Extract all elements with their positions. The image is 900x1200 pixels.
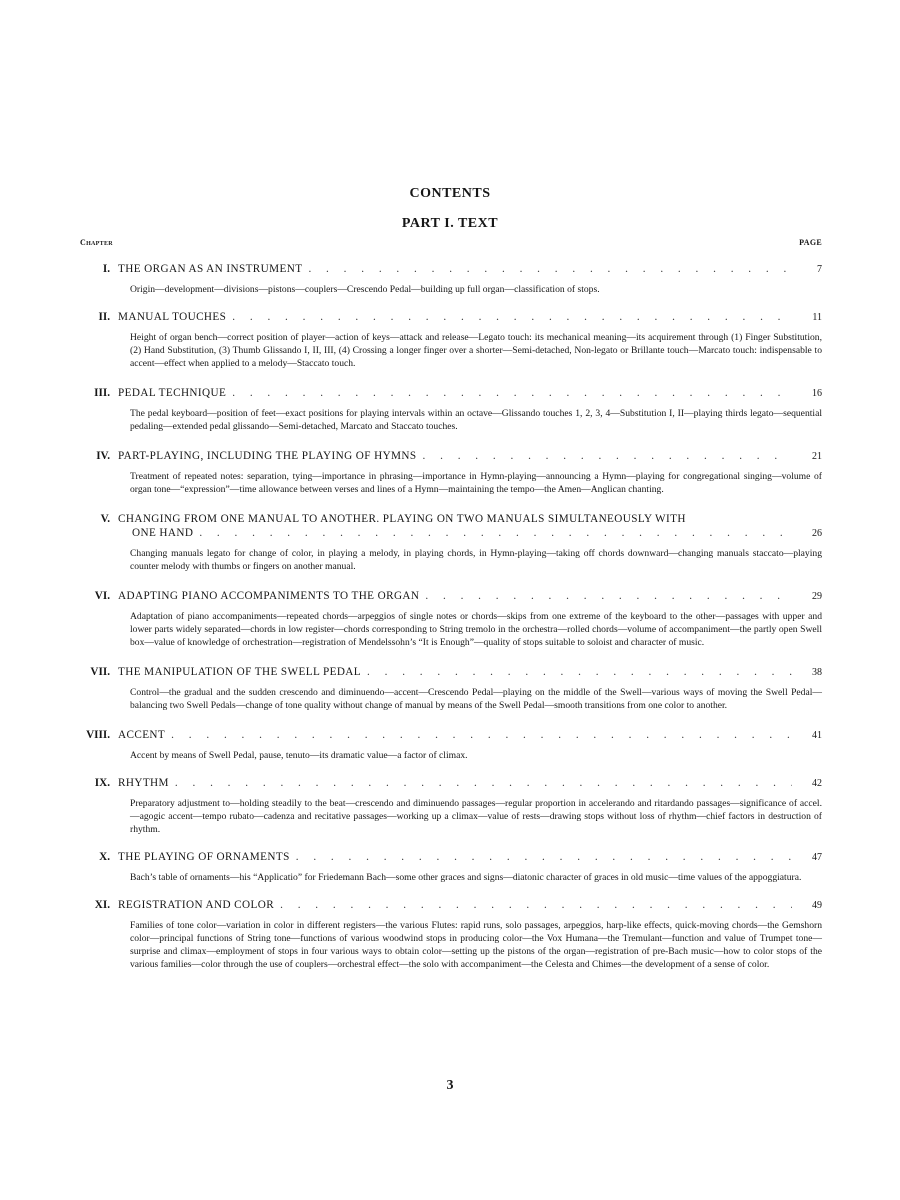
chapter-title: MANUAL TOUCHES	[118, 311, 227, 323]
chapter-number: VII.	[90, 666, 110, 678]
toc-entry-heading	[80, 728, 822, 743]
chapter-title: CHANGING FROM ONE MANUAL TO ANOTHER. PLAYING ON TWO MANUALS SIMULTANEOUSLY WITH	[118, 513, 686, 525]
chapter-summary: Changing manuals legato for change of color, in playing a melody, in playing chords, in Hymn-playing—taking off chords downward—changing manuals staccato—playing counter melody with thumbs or fingers on another manual.	[130, 548, 822, 572]
toc-entry	[80, 728, 822, 762]
dot-leader	[367, 665, 792, 679]
toc-entry	[80, 512, 822, 573]
chapter-summary: Families of tone color—variation in color in different registers—the various Flutes: rapid runs, solo passages, arpeggios, harp-like effects, quick-moving chords—the Gemshorn color—principal functions of String tone—functions of various woodwind stops in producing color—the Vox Humana—the Tremulant—function and value of Trumpet tone—surprise and climax—employment of stops in four various ways to obtain color—setting up the pistons of the organ—registration of pre-Bach music—how to color stops of the various families—color through the use of couplers—orchestral effect—the solo with accompaniment—the Celesta and Chimes—the development of a sense of color.	[130, 920, 822, 970]
chapter-number: V.	[100, 513, 110, 525]
dot-leader	[296, 850, 792, 864]
toc-entry	[80, 898, 822, 971]
chapter-column-header: Chapter	[80, 238, 113, 247]
chapter-summary: Origin—development—divisions—pistons—couplers—Crescendo Pedal—building up full organ—classification of stops.	[130, 284, 600, 295]
toc-entry	[80, 589, 822, 649]
toc-entry	[80, 776, 822, 836]
dot-leader	[175, 776, 792, 790]
toc-entry-heading	[80, 850, 822, 865]
dot-leader	[423, 449, 792, 463]
chapter-number: II.	[98, 311, 110, 323]
chapter-number: IX.	[94, 777, 110, 789]
chapter-summary: Control—the gradual and the sudden crescendo and diminuendo—accent—Crescendo Pedal—playing on the middle of the Swell—various ways of moving the Swell Pedal—balancing two Swell Pedals—change of tone quality without change of manual by means of the Swell Pedal—smooth transitions from one color to another.	[130, 687, 822, 711]
chapter-number: XI.	[94, 899, 110, 911]
page-number: 3	[446, 1078, 454, 1093]
chapter-summary: Adaptation of piano accompaniments—repeated chords—arpeggios of single notes or chords—skips from one extreme of the keyboard to the other—passages with upper and lower parts widely separated—chords in low register—chords corresponding to String tremolo in the orchestra—rolled chords—volume of accompaniment—the partly open Swell box—value of knowledge of orchestration—registration of Mendelssohn’s “It is Enough”—quality of stops suitable to soloist and character of music.	[130, 611, 822, 648]
chapter-title: ADAPTING PIANO ACCOMPANIMENTS TO THE ORGAN	[118, 590, 420, 602]
dot-leader	[280, 898, 792, 912]
chapter-title: THE PLAYING OF ORNAMENTS	[118, 851, 290, 863]
chapter-page-number: 26	[812, 528, 822, 539]
chapter-summary: Height of organ bench—correct position of player—action of keys—attack and release—Legato touch: its mechanical meaning—its acquirement through (1) Finger Substitution, (2) Hand Substitution, (3) Thumb Glissando I, II, III, (4) Crossing a longer finger over a shorter—Semi-detached, Non-legato or Brillante touch—Marcato touch: indispensable to accent—effect when applied to a melody—Staccato touch.	[130, 332, 822, 369]
chapter-title: ACCENT	[118, 729, 166, 741]
toc-entry-heading	[80, 665, 822, 680]
chapter-page-number: 49	[812, 900, 822, 911]
chapter-title: PART-PLAYING, INCLUDING THE PLAYING OF HYMNS	[118, 450, 417, 462]
toc-entry-heading	[80, 310, 822, 325]
chapter-page-number: 7	[817, 264, 822, 275]
chapter-number: IV.	[96, 450, 110, 462]
toc-entry-heading	[80, 898, 822, 913]
toc-entry-heading	[80, 776, 822, 791]
chapter-page-number: 42	[812, 778, 822, 789]
chapter-number: X.	[99, 851, 110, 863]
page-column-header: PAGE	[799, 238, 822, 247]
dot-leader	[232, 310, 792, 324]
chapter-summary: Accent by means of Swell Pedal, pause, tenuto—its dramatic value—a factor of climax.	[130, 750, 468, 761]
chapter-page-number: 47	[812, 852, 822, 863]
table-of-contents	[80, 262, 822, 971]
dot-leader	[199, 526, 792, 540]
chapter-title: THE ORGAN AS AN INSTRUMENT	[118, 263, 303, 275]
toc-entry-heading-continued	[80, 526, 822, 541]
chapter-title: PEDAL TECHNIQUE	[118, 387, 227, 399]
toc-entry	[80, 386, 822, 433]
chapter-summary: Treatment of repeated notes: separation, tying—importance in phrasing—importance in Hymn-playing—announcing a Hymn—playing for congregational singing—volume of organ tone—“expression”—time allowance between verses and lines of a Hymn—maintaining the tempo—the Amen—Anglican chanting.	[130, 471, 822, 495]
dot-leader	[232, 386, 792, 400]
toc-entry-heading	[80, 262, 822, 277]
chapter-title: THE MANIPULATION OF THE SWELL PEDAL	[118, 666, 362, 678]
toc-entry	[80, 449, 822, 496]
chapter-number: VI.	[94, 590, 110, 602]
chapter-page-number: 16	[812, 388, 822, 399]
chapter-title: RHYTHM	[118, 777, 169, 789]
toc-entry-heading	[80, 449, 822, 464]
dot-leader	[425, 589, 792, 603]
dot-leader	[308, 262, 792, 276]
dot-leader	[171, 728, 792, 742]
chapter-number: I.	[102, 263, 110, 275]
toc-entry-heading	[80, 512, 822, 526]
chapter-page-number: 41	[812, 730, 822, 741]
page-title: CONTENTS	[409, 186, 491, 201]
chapter-summary: The pedal keyboard—position of feet—exact positions for playing intervals within an octave—Glissando touches 1, 2, 3, 4—Substitution I, II—playing thirds legato—sequential pedaling—extended pedal glissando—Semi-detached, Marcato and Staccato touches.	[130, 408, 822, 432]
chapter-summary: Bach’s table of ornaments—his “Applicatio” for Friedemann Bach—some other graces and signs—diatonic character of graces in old music—time values of the appoggiatura.	[130, 872, 802, 883]
chapter-page-number: 11	[812, 312, 822, 323]
chapter-number: III.	[94, 387, 110, 399]
toc-entry	[80, 665, 822, 712]
toc-entry	[80, 262, 822, 296]
toc-entry-heading	[80, 386, 822, 401]
chapter-title: REGISTRATION AND COLOR	[118, 899, 275, 911]
toc-entry	[80, 310, 822, 370]
chapter-title-continued: ONE HAND	[132, 527, 194, 539]
chapter-page-number: 29	[812, 591, 822, 602]
chapter-summary: Preparatory adjustment to—holding steadily to the beat—crescendo and diminuendo passages—regular proportion in accelerando and ritardando passages—significance of accel.—agogic accent—tempo rubato—cadenza and recitative passages—working up a climax—value of rests—drawing stops without loss of rhythm—chief factors in destruction of rhythm.	[130, 798, 822, 835]
toc-entry	[80, 850, 822, 884]
part-heading: PART I. TEXT	[401, 216, 499, 231]
chapter-number: VIII.	[86, 729, 110, 741]
chapter-page-number: 38	[812, 667, 822, 678]
chapter-page-number: 21	[812, 451, 822, 462]
toc-entry-heading	[80, 589, 822, 604]
